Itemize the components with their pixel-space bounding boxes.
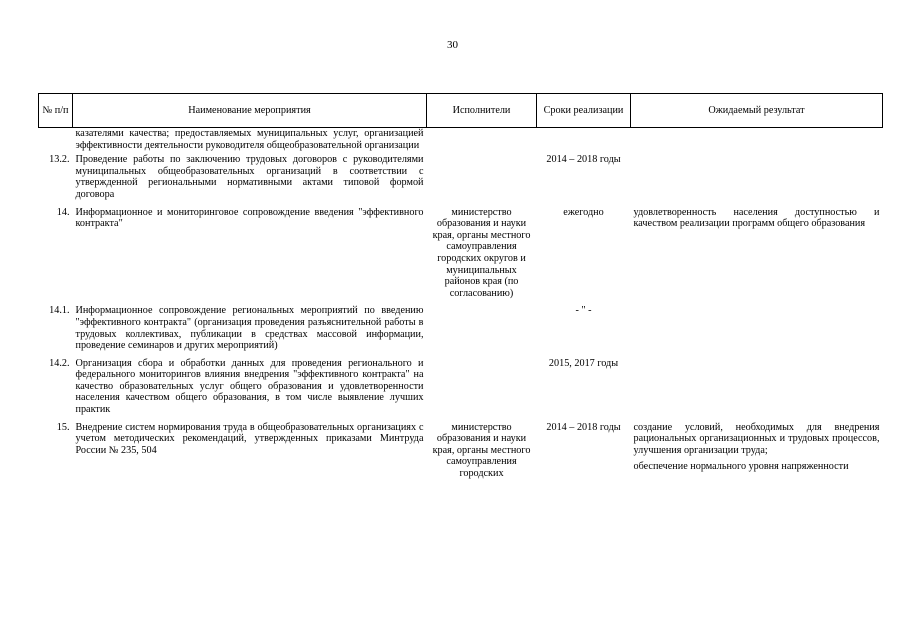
header-executors: Исполнители	[427, 94, 537, 128]
table-row	[39, 154, 883, 206]
row-terms: 2014 – 2018 годы	[546, 421, 621, 433]
row-num: 13.2.	[49, 154, 70, 166]
table-header-row	[39, 94, 883, 128]
row-num: 15.	[56, 421, 70, 433]
table-row	[39, 358, 883, 422]
row-result: удовлетворенность населения доступностью и качеством реализации программ общего образования	[633, 206, 880, 230]
page-number: 30	[447, 39, 458, 51]
row-num: 14.2.	[49, 357, 70, 369]
row-executors	[427, 128, 537, 155]
row-terms	[537, 128, 631, 155]
row-result-continued: обеспечение нормального уровня напряженности	[633, 461, 849, 473]
row-executors: министерство образования и науки края, органы местного самоуправления городских округов и муниципальных районов края (по согласованию)	[432, 206, 531, 299]
row-terms: ежегодно	[563, 206, 604, 218]
row-terms: 2015, 2017 годы	[548, 357, 619, 369]
row-result	[631, 305, 883, 357]
row-num	[39, 128, 73, 155]
table-row	[39, 305, 883, 357]
row-executors	[427, 358, 537, 422]
row-result	[631, 128, 883, 155]
row-result: создание условий, необходимых для внедрения рациональных организационных и трудовых процессов, улучшения организации труда;	[633, 421, 880, 456]
header-num: № п/п	[39, 94, 73, 128]
row-terms: - " -	[575, 305, 592, 317]
row-name: Организация сбора и обработки данных для проведения регионального и федерального мониторингов влияния внедрения "эффективного контракта" на качество образовательных услуг общего образования и удовлетворенности населения качеством общего образования, в том числе выявление лучших практик	[75, 357, 424, 416]
row-result	[631, 154, 883, 206]
measures-table	[38, 93, 883, 486]
row-name: казателями качества; предоставляемых муниципальных услуг, организацией эффективности деятельности руководителя общеобразовательной организации	[75, 128, 424, 151]
row-num: 14.	[56, 206, 70, 218]
table-row	[39, 422, 883, 486]
row-executors	[427, 154, 537, 206]
row-name: Проведение работы по заключению трудовых договоров с руководителями муниципальных общеобразовательных организаций в соответствии с утвержденной региональными нормативными актами типовой формой договора	[75, 154, 424, 200]
row-name: Информационное сопровождение региональных мероприятий по введению "эффективного контракта" (организация проведения разъяснительной работы в трудовых коллективах, публикации в средствах массовой информации, проведение семинаров и других мероприятий)	[75, 305, 424, 352]
row-name: Внедрение систем нормирования труда в общеобразовательных организациях с учетом методических рекомендаций, утвержденных приказами Минтруда России № 235, 504	[75, 421, 424, 456]
table-row	[39, 207, 883, 306]
table-row	[39, 128, 883, 155]
row-num: 14.1.	[49, 305, 70, 317]
header-result: Ожидаемый результат	[631, 94, 883, 128]
header-terms: Сроки реализации	[537, 94, 631, 128]
row-executors: министерство образования и науки края, органы местного самоуправления городских	[432, 421, 531, 480]
row-name: Информационное и мониторинговое сопровождение введения "эффективного контракта"	[75, 206, 424, 230]
header-name: Наименование мероприятия	[73, 94, 427, 128]
row-terms: 2014 – 2018 годы	[546, 154, 621, 166]
row-executors	[427, 305, 537, 357]
row-result	[631, 358, 883, 422]
row-result-cell	[631, 422, 883, 486]
